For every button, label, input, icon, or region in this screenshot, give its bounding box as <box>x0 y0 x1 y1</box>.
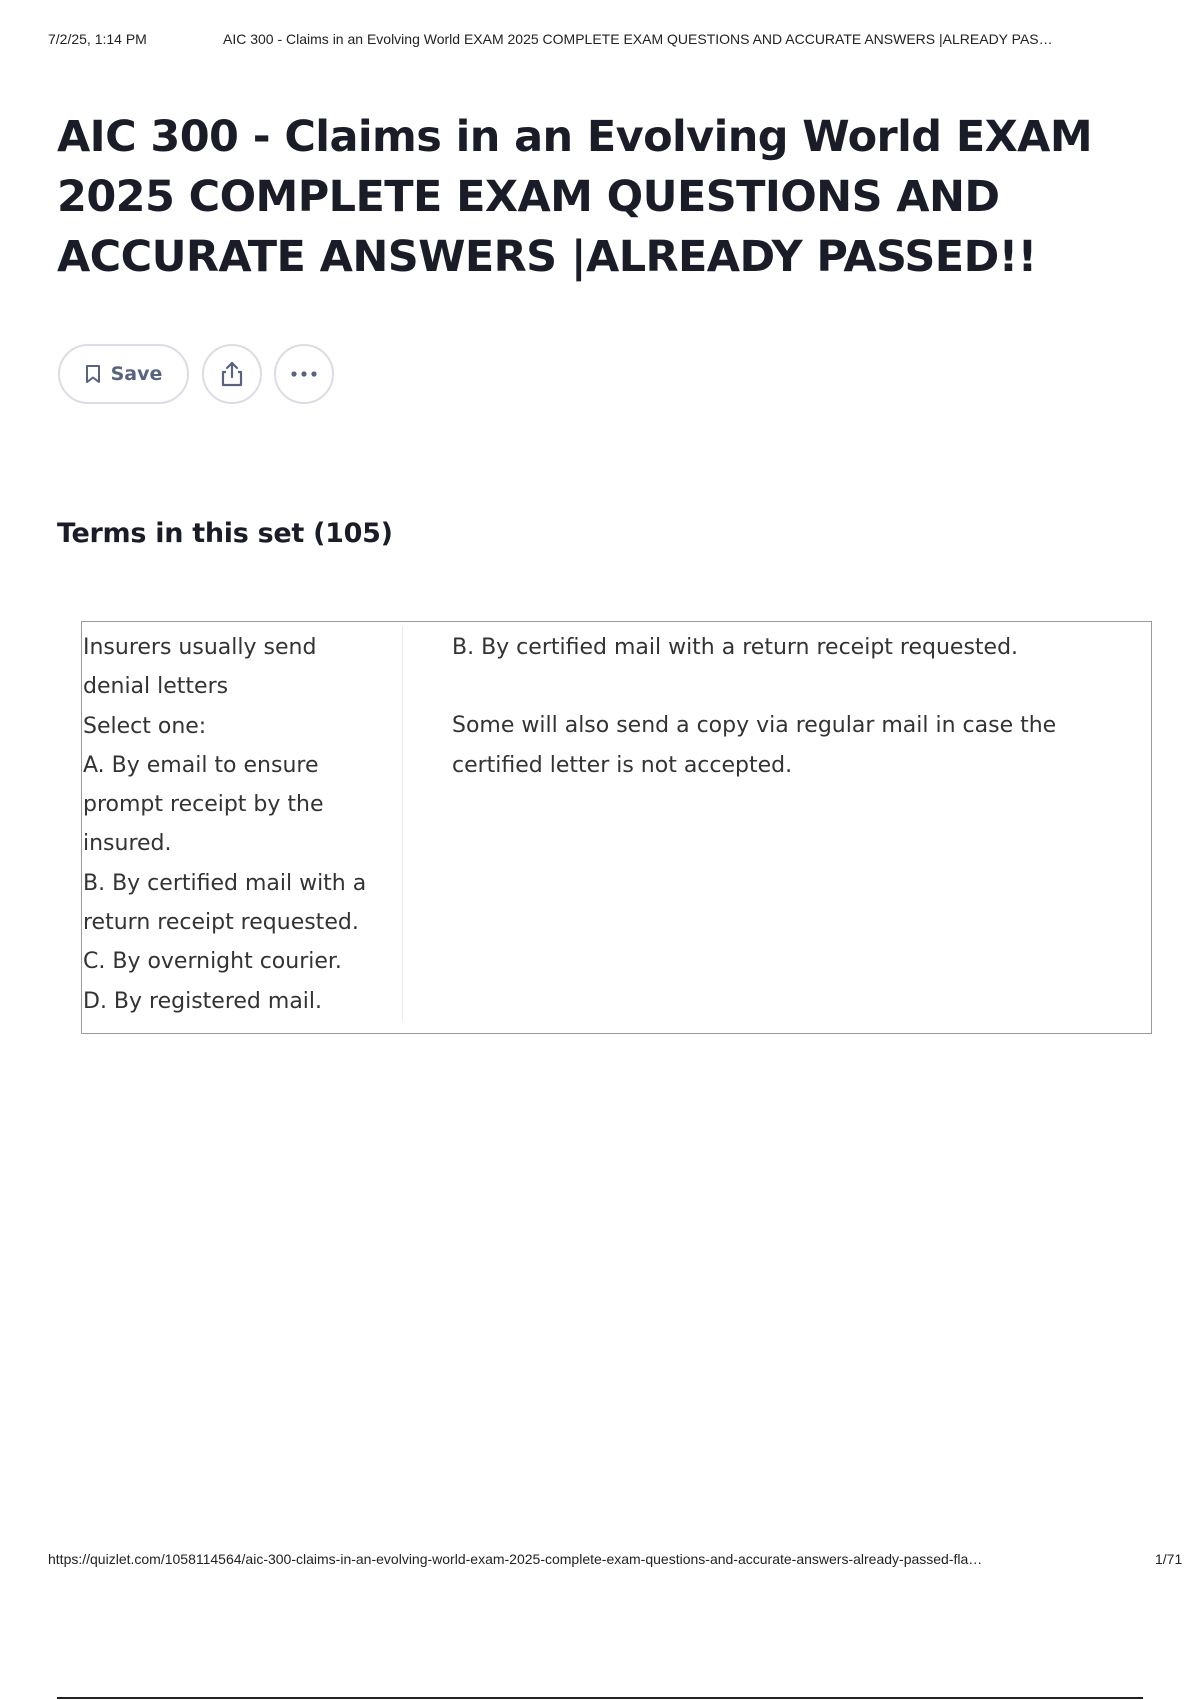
save-button-label: Save <box>110 363 163 385</box>
term-text: Insurers usually send denial letters Select one: A. By email to ensure prompt receipt by the insured. B. By certified mail with a return receipt requested. C. By overnight courier. D. By registered mail. <box>83 635 367 1014</box>
print-footer <box>48 1551 1188 1571</box>
print-doc-title: AIC 300 - Claims in an Evolving World EXAM 2025 COMPLETE EXAM QUESTIONS AND ACCURATE ANSWERS |ALREADY PAS… <box>223 31 1053 47</box>
print-date: 7/2/25, 1:14 PM <box>48 31 147 47</box>
page-title: AIC 300 - Claims in an Evolving World EXAM 2025 COMPLETE EXAM QUESTIONS AND ACCURATE ANSWERS |ALREADY PASSED!! <box>57 112 1093 282</box>
card-divider <box>402 626 403 1021</box>
bottom-divider <box>57 1697 1143 1699</box>
definition-paragraph: Some will also send a copy via regular mail in case the certified letter is not accepted. <box>452 713 1057 778</box>
save-button[interactable] <box>58 344 189 404</box>
more-options-icon <box>290 370 318 378</box>
share-button[interactable] <box>202 344 262 404</box>
print-url: https://quizlet.com/1058114564/aic-300-claims-in-an-evolving-world-exam-2025-complete-exam-questions-and-accurate-answers-already-passed-fla… <box>48 1551 983 1567</box>
more-options-button[interactable] <box>274 344 334 404</box>
definition-paragraph: B. By certified mail with a return receipt requested. <box>452 635 1019 660</box>
page-number: 1/71 <box>1155 1551 1183 1567</box>
share-icon <box>219 360 245 388</box>
terms-heading: Terms in this set (105) <box>57 518 393 549</box>
term-card <box>81 621 1152 1034</box>
bookmark-icon <box>85 364 101 384</box>
definition-text <box>452 628 1112 785</box>
print-header <box>48 31 1178 51</box>
